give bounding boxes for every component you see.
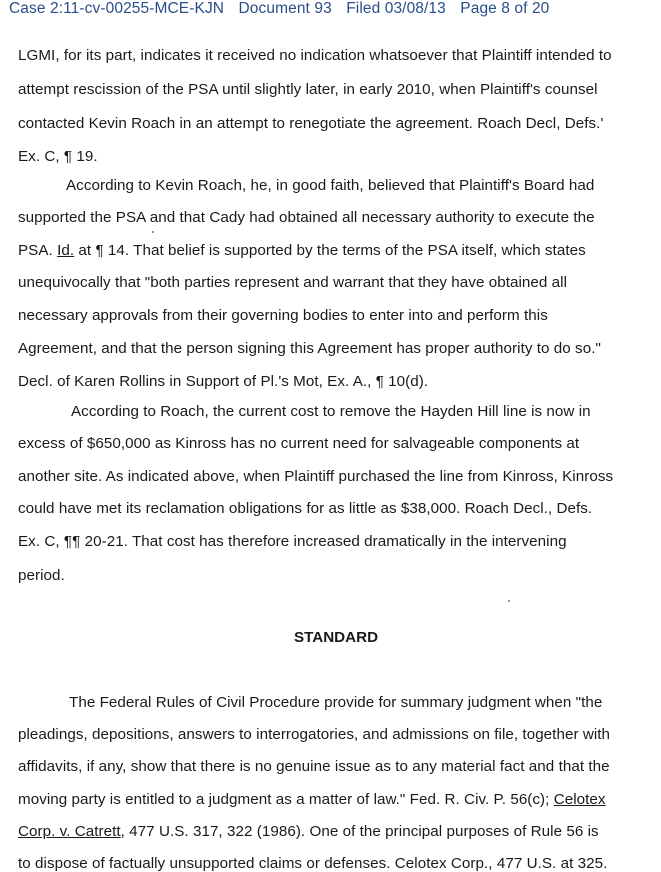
text-line <box>18 823 599 840</box>
text-run: at ¶ 14. That belief is supported by the terms of the PSA itself, which states <box>74 242 586 259</box>
text-line <box>18 242 586 259</box>
text-line: pleadings, depositions, answers to interrogatories, and admissions on file, together with <box>18 726 611 743</box>
text-run: PSA. <box>18 242 58 259</box>
text-run: , 477 U.S. 317, 322 (1986). One of the principal purposes of Rule 56 is <box>120 823 599 840</box>
text-line: to dispose of factually unsupported claims or defenses. Celotex Corp., 477 U.S. at 325. <box>18 855 608 872</box>
text-line: attempt rescission of the PSA until slightly later, in early 2010, when Plaintiff's counsel <box>18 81 598 98</box>
text-line: unequivocally that "both parties represent and warrant that they have obtained all <box>18 274 567 291</box>
text-line: affidavits, if any, show that there is no genuine issue as to any material fact and that the <box>18 758 610 775</box>
case-number: Case 2:11-cv-00255-MCE-KJN <box>9 0 225 17</box>
text-line: period. <box>18 567 65 584</box>
scan-speck <box>508 600 510 602</box>
text-line: The Federal Rules of Civil Procedure provide for summary judgment when "the <box>69 694 603 711</box>
text-line: necessary approvals from their governing bodies to enter into and perform this <box>18 307 548 324</box>
text-line: Decl. of Karen Rollins in Support of Pl.'s Mot, Ex. A., ¶ 10(d). <box>18 373 429 390</box>
document-header <box>9 0 559 18</box>
page-number: Page 8 of 20 <box>460 0 550 17</box>
text-line: According to Roach, the current cost to remove the Hayden Hill line is now in <box>71 403 591 420</box>
text-run: moving party is entitled to a judgment as a matter of law." Fed. R. Civ. P. 56(c); <box>18 791 554 808</box>
text-line: supported the PSA and that Cady had obtained all necessary authority to execute the <box>18 209 595 226</box>
case-citation: Celotex <box>553 791 606 808</box>
document-number: Document 93 <box>238 0 332 17</box>
case-citation: Corp. v. Catrett <box>18 823 121 840</box>
text-line: According to Kevin Roach, he, in good faith, believed that Plaintiff's Board had <box>66 177 595 194</box>
filed-date: Filed 03/08/13 <box>346 0 446 17</box>
text-line: Ex. C, ¶ 19. <box>18 148 98 165</box>
text-line <box>18 791 606 808</box>
text-line: Agreement, and that the person signing this Agreement has proper authority to do so." <box>18 340 601 357</box>
text-line: Ex. C, ¶¶ 20-21. That cost has therefore increased dramatically in the intervening <box>18 533 567 550</box>
text-line: excess of $650,000 as Kinross has no current need for salvageable components at <box>18 435 580 452</box>
text-line: another site. As indicated above, when Plaintiff purchased the line from Kinross, Kinross <box>18 468 614 485</box>
text-line: contacted Kevin Roach in an attempt to renegotiate the agreement. Roach Decl, Defs.' <box>18 115 604 132</box>
scan-speck <box>152 231 154 233</box>
text-line: LGMI, for its part, indicates it received no indication whatsoever that Plaintiff intended to <box>18 47 612 64</box>
id-citation: Id. <box>57 242 75 259</box>
text-line: could have met its reclamation obligations for as little as $38,000. Roach Decl., Defs. <box>18 500 593 517</box>
section-heading: STANDARD <box>293 629 379 646</box>
